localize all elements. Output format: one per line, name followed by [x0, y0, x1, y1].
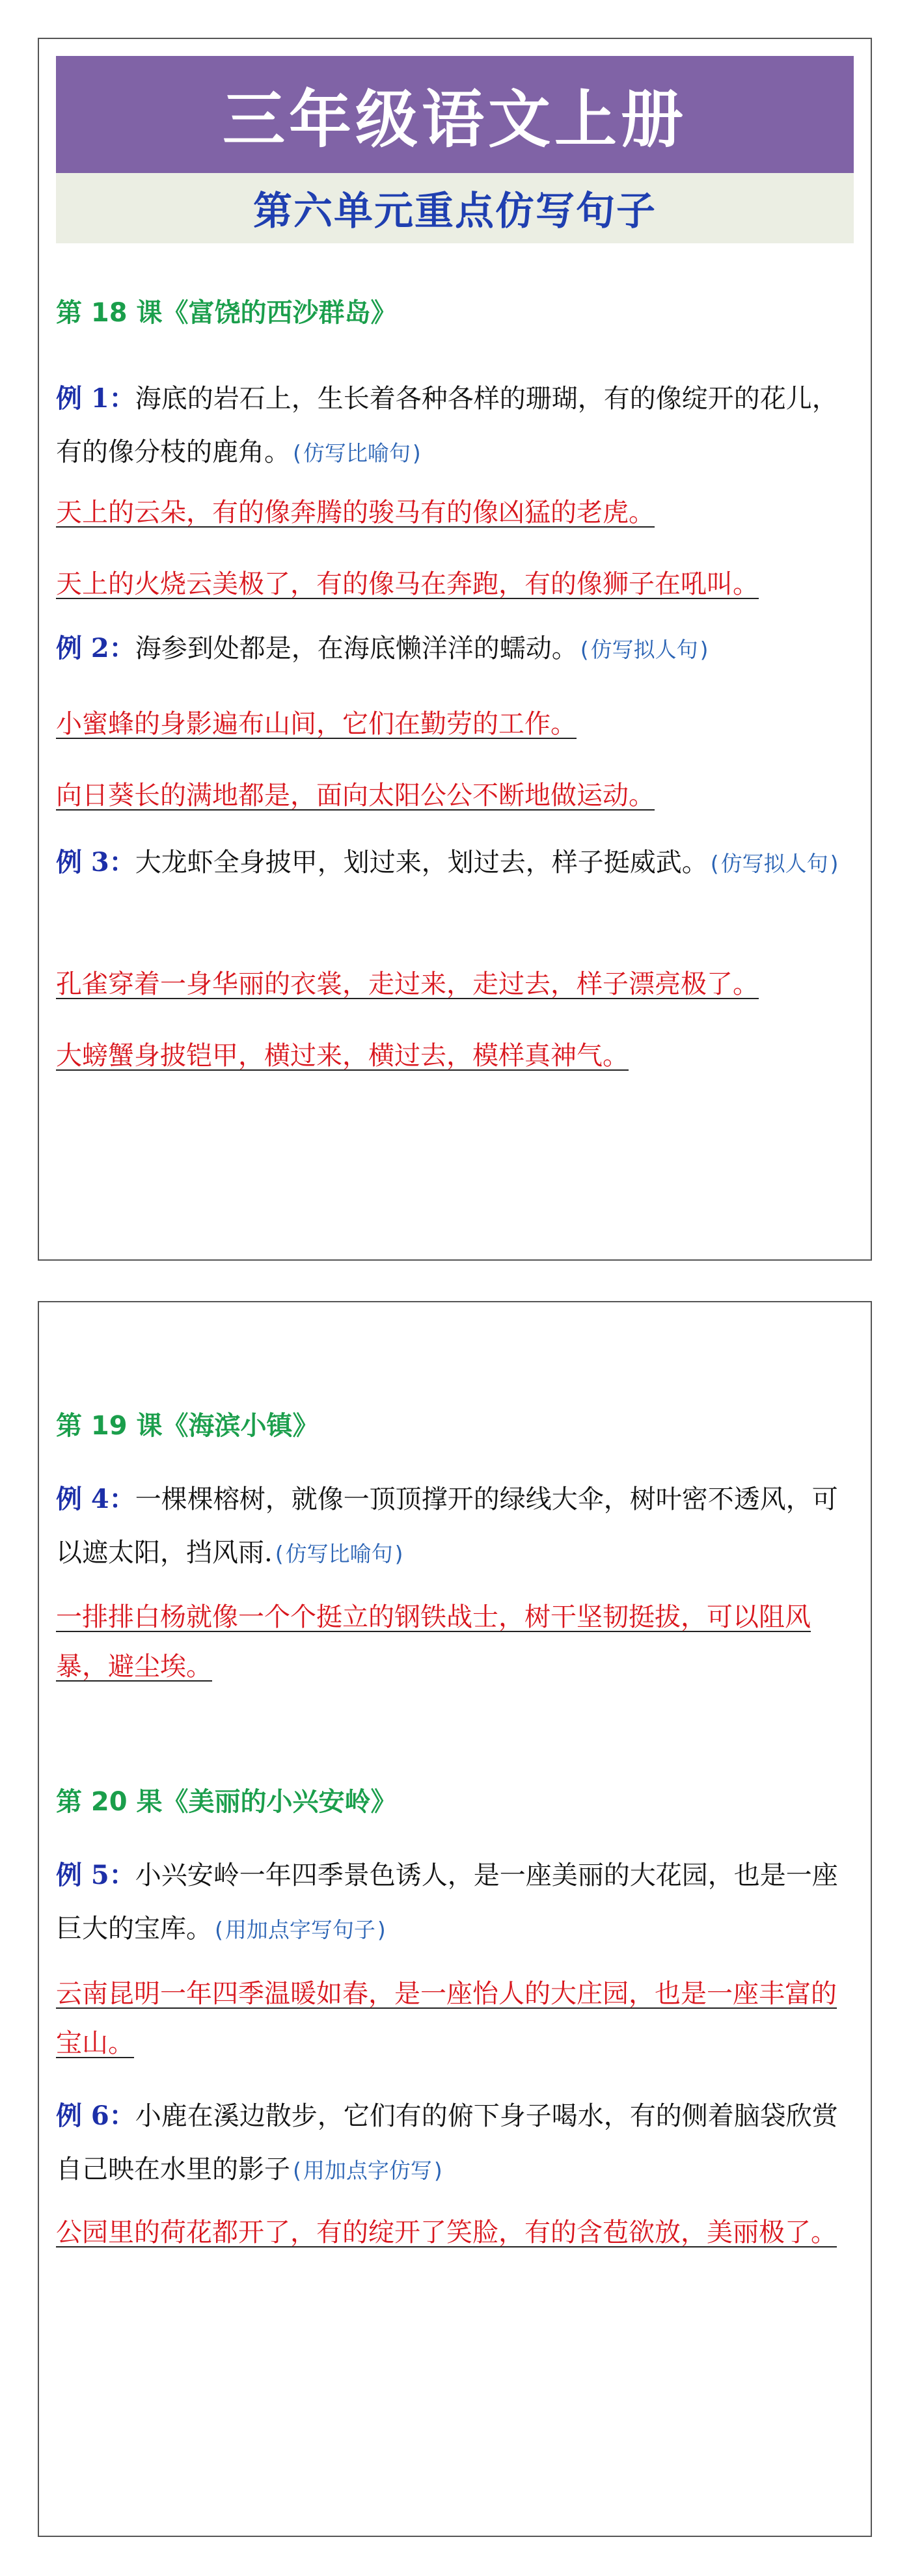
example-1 — [56, 372, 856, 480]
answer-text: 大螃蟹身披铠甲，横过来，横过去，模样真神气。 — [56, 1041, 629, 1071]
answer-text: 小蜜蜂的身影遍布山间，它们在勤劳的工作。 — [56, 709, 577, 739]
subtitle-bar — [56, 173, 854, 243]
example-note: (仿写拟人句) — [577, 637, 711, 662]
example-text: 小鹿在溪边散步，它们有的俯下身子喝水，有的侧着脑袋欣赏自己映在水里的影子 — [56, 2101, 838, 2184]
example-5 — [56, 1849, 856, 1957]
example-label: 例 1： — [56, 383, 135, 414]
example-label: 例 2： — [56, 633, 135, 664]
example-6 — [56, 2089, 856, 2197]
answer-2a — [56, 699, 856, 749]
example-note: (用加点字仿写) — [290, 2158, 445, 2183]
page-title: 三年级语文上册 — [223, 82, 687, 156]
answer-text: 孔雀穿着一身华丽的衣裳，走过来，走过去，样子漂亮极了。 — [56, 969, 759, 999]
example-note: (仿写比喻句) — [272, 1541, 406, 1566]
title-banner — [56, 56, 854, 173]
lesson-heading-19: 第 19 课《海滨小镇》 — [56, 1411, 319, 1441]
answer-text: 一排排白杨就像一个个挺立的钢铁战士，树干坚韧挺拔，可以阻风暴，避尘埃。 — [56, 1602, 811, 1682]
example-text: 海参到处都是，在海底懒洋洋的蠕动。 — [135, 634, 578, 664]
worksheet-page-1 — [38, 38, 872, 1261]
answer-5a — [56, 1969, 856, 2068]
example-text: 大龙虾全身披甲，划过来，划过去，样子挺威武。 — [135, 848, 708, 878]
worksheet-page-2 — [38, 1301, 872, 2537]
example-3 — [56, 836, 856, 891]
answer-text: 天上的火烧云美极了，有的像马在奔跑，有的像狮子在吼叫。 — [56, 569, 759, 599]
answer-1a — [56, 488, 856, 537]
example-label: 例 5： — [56, 1860, 135, 1890]
example-label: 例 4： — [56, 1484, 135, 1514]
example-text: 一棵棵榕树，就像一顶顶撑开的绿线大伞，树叶密不透风，可以遮太阳，挡风雨. — [56, 1484, 838, 1568]
example-text: 小兴安岭一年四季景色诱人，是一座美丽的大花园，也是一座巨大的宝库。 — [56, 1860, 838, 1944]
answer-3b — [56, 1031, 856, 1080]
example-2 — [56, 622, 856, 677]
answer-text: 公园里的荷花都开了，有的绽开了笑脸，有的含苞欲放，美丽极了。 — [56, 2218, 837, 2247]
answer-text: 天上的云朵，有的像奔腾的骏马有的像凶猛的老虎。 — [56, 498, 655, 528]
answer-1b — [56, 559, 856, 609]
example-note: (仿写比喻句) — [290, 440, 424, 466]
page-subtitle: 第六单元重点仿写句子 — [253, 189, 657, 234]
answer-6a — [56, 2208, 856, 2257]
example-label: 例 3： — [56, 847, 135, 878]
example-note: (仿写拟人句) — [707, 851, 841, 876]
lesson-heading-20: 第 20 果《美丽的小兴安岭》 — [56, 1787, 397, 1817]
example-label: 例 6： — [56, 2100, 135, 2131]
lesson-heading-18: 第 18 课《富饶的西沙群岛》 — [56, 298, 397, 328]
answer-text: 云南昆明一年四季温暖如春，是一座怡人的大庄园，也是一座丰富的宝山。 — [56, 1979, 837, 2058]
answer-3a — [56, 959, 856, 1009]
example-text: 海底的岩石上，生长着各种各样的珊瑚，有的像绽开的花儿，有的像分枝的鹿角。 — [56, 384, 838, 467]
answer-text: 向日葵长的满地都是，面向太阳公公不断地做运动。 — [56, 781, 655, 811]
answer-4a — [56, 1592, 856, 1691]
example-4 — [56, 1473, 856, 1581]
example-note: (用加点字写句子) — [212, 1917, 388, 1942]
answer-2b — [56, 771, 856, 820]
